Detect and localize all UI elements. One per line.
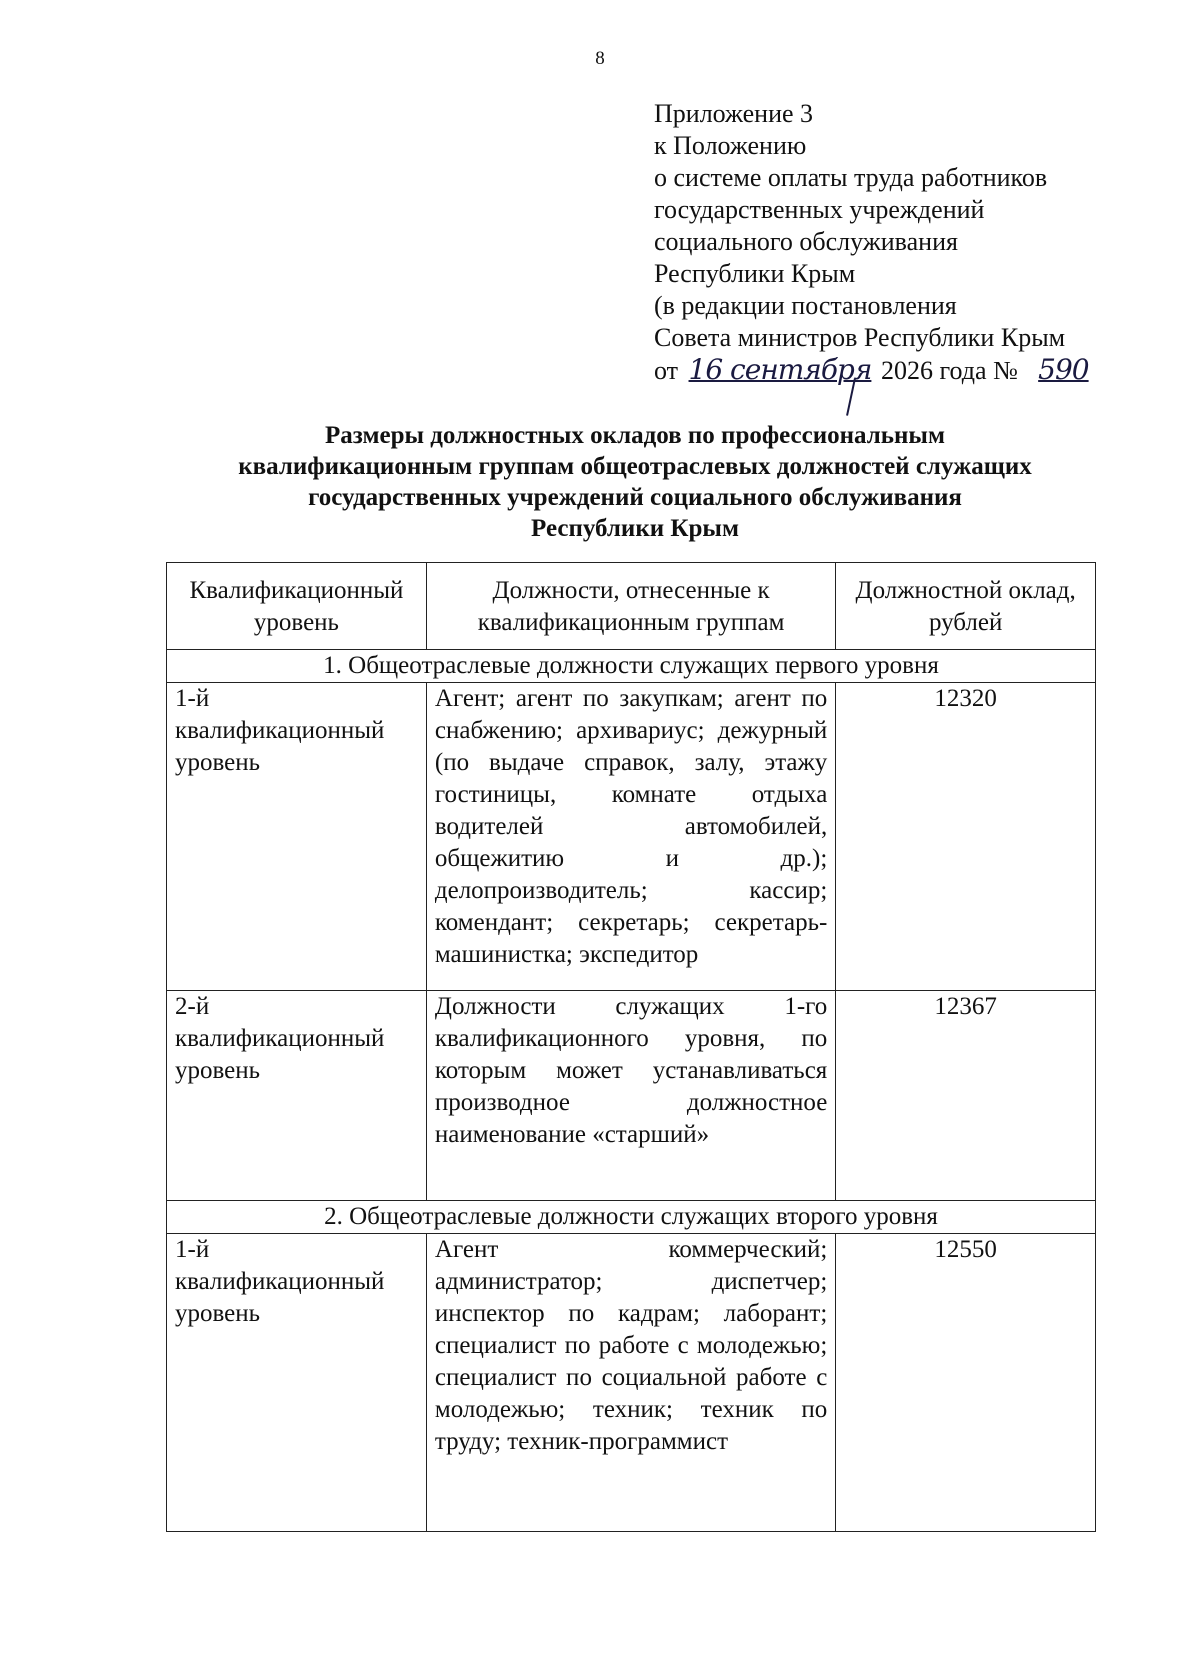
header-positions: Должности, отнесенные к квалификационным группам [426,563,835,650]
table-header-row [167,563,1096,650]
positions-cell: Агент; агент по закупкам; агент по снабжению; архивариус; дежурный (по выдаче справок, залу, этажу гостиницы, комнате отдыха водителей автомобилей, общежитию и др.); делопроизводитель; кассир; комендант; секретарь; секретарь-машинистка; экспедитор [426,683,835,991]
group-row [167,650,1096,683]
positions-cell: Агент коммерческий; администратор; диспетчер; инспектор по кадрам; лаборант; специалист по работе с молодежью; специалист по социальной работе с молодежью; техник; техник по труду; техник-программист [426,1234,835,1532]
header-salary: Должностной оклад, рублей [836,563,1096,650]
page-number: 8 [595,48,605,69]
salary-cell: 12367 [836,991,1096,1201]
annex-date-line [654,354,1174,387]
document-title [100,420,1170,544]
title-line: квалификационным группам общеотраслевых должностей служащих [238,453,1032,480]
salary-cell: 12320 [836,683,1096,991]
handwritten-number: 590 [1038,353,1089,386]
level-cell: 1-й квалификационный уровень [167,683,427,991]
title-line: государственных учреждений социального обслуживания [308,484,962,511]
annex-line: Республики Крым [654,259,856,288]
group-title: 2. Общеотраслевые должности служащих второго уровня [167,1201,1096,1234]
annex-line: социального обслуживания [654,227,958,256]
salary-table [166,562,1096,1532]
annex-block [654,98,1174,387]
table-row [167,991,1096,1201]
group-title: 1. Общеотраслевые должности служащих первого уровня [167,650,1096,683]
year-text: 2026 года № [881,356,1018,385]
table-row [167,1234,1096,1532]
level-cell: 2-й квалификационный уровень [167,991,427,1201]
annex-line: Совета министров Республики Крым [654,323,1066,352]
annex-line: (в редакции постановления [654,291,957,320]
annex-line: государственных учреждений [654,195,985,224]
table-row [167,683,1096,991]
header-level: Квалификационный уровень [167,563,427,650]
date-prefix: от [654,356,679,385]
handwritten-date: 16 сентября [688,353,872,386]
salary-cell: 12550 [836,1234,1096,1532]
group-row [167,1201,1096,1234]
annex-line: о системе оплаты труда работников [654,163,1048,192]
positions-cell: Должности служащих 1-го квалификационного уровня, по которым может устанавливаться производное должностное наименование «старший» [426,991,835,1201]
level-cell: 1-й квалификационный уровень [167,1234,427,1532]
annex-line: к Положению [654,131,807,160]
title-line: Республики Крым [531,515,739,542]
title-line: Размеры должностных окладов по профессиональным [325,422,945,449]
annex-line: Приложение 3 [654,99,814,128]
